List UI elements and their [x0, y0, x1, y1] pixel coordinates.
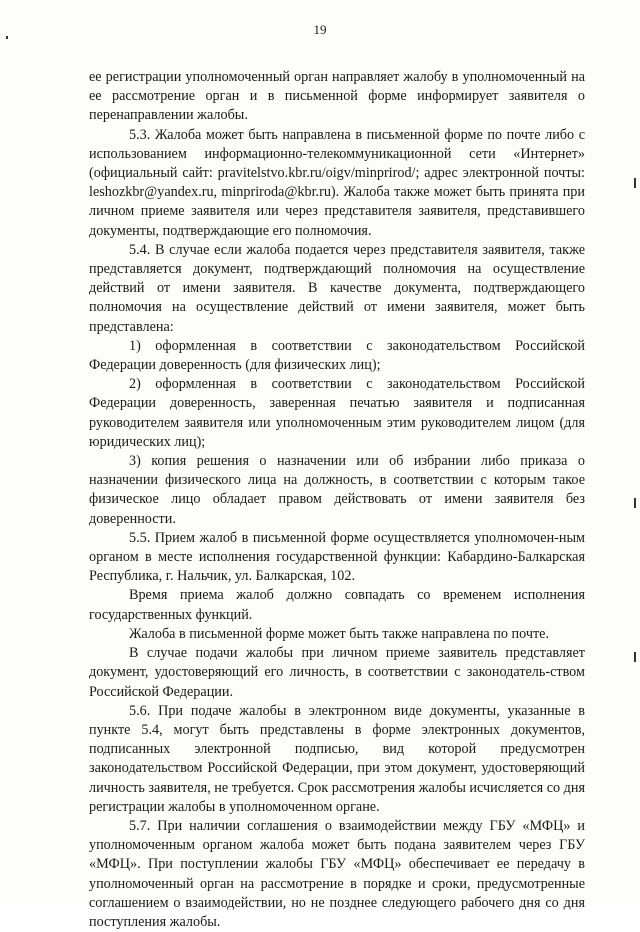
paragraph-5-6: 5.6. При подаче жалобы в электронном виде документы, указанные в пункте 5.4, могут быть представлены в форме электронных документов, подписанных электронной подписью, вид которой предусмотрен законодательством Российской Федерации, при этом документ, удостоверяющий личность заявителя, не требуется. Срок рассмотрения жалобы исчисляется со дня регистрации жалобы в уполномоченном органе.: [89, 702, 585, 815]
binding-mark: [634, 178, 636, 188]
binding-mark: [634, 652, 636, 662]
page-number: 19: [313, 22, 327, 37]
paragraph-5-5: 5.5. Прием жалоб в письменной форме осуществляется уполномочен-ным органом в месте исполнения государственной функции: Кабардино-Балкарская Республика, г. Нальчик, ул. Балкарская, 102.: [89, 529, 585, 585]
binding-mark: [634, 498, 636, 508]
paragraph-post: Жалоба в письменной форме может быть также направлена по почте.: [129, 625, 550, 642]
paragraph-reception-time: Время приема жалоб должно совпадать со временем исполнения государственных функций.: [89, 587, 585, 623]
paragraph-5-4: 5.4. В случае если жалоба подается через представителя заявителя, также представляется документ, подтверждающий полномочия на осуществление действий от имени заявителя. В качестве документа, подтверждающего полномочия на осуществление действий от имени заявителя, может быть представлена:: [89, 241, 585, 335]
paragraph-continuation: ее регистрации уполномоченный орган направляет жалобу в уполномоченный на ее рассмотрение орган и в письменной форме информирует заявителя о перенаправлении жалобы.: [89, 69, 585, 124]
paragraph-5-7: 5.7. При наличии соглашения о взаимодействии между ГБУ «МФЦ» и уполномоченным органом жалоба может быть подана заявителем через ГБУ «МФЦ». При поступлении жалобы ГБУ «МФЦ» обеспечивает ее передачу в уполномоченный орган на рассмотрение в порядке и сроки, предусмотренные соглашением о взаимодействии, но не позднее следующего рабочего дня со дня поступления жалобы.: [89, 817, 585, 930]
paragraph-5-3: 5.3. Жалоба может быть направлена в письменной форме по почте либо с использованием информационно-телекоммуникационной сети «Интернет» (официальный сайт: pravitelstvo.kbr.ru/oigv/minprirod/; адрес электронной почты: leshozkbr@yandex.ru, minpriroda@kbr.ru). Жалоба также может быть принята при личном приеме заявителя или через представителя заявителя, представившего документы, подтверждающие его полномочия.: [89, 126, 585, 239]
binding-mark: [6, 36, 8, 39]
document-body: [89, 68, 585, 932]
paragraph-5-4-item-2: 2) оформленная в соответствии с законодательством Российской Федерации доверенность, заверенная печатью заявителя и подписанная руководителем заявителя или уполномоченным этим руководителем лицом (для юридических лиц);: [89, 376, 585, 450]
paragraph-5-4-item-1: 1) оформленная в соответствии с законодательством Российской Федерации доверенность (для физических лиц);: [89, 337, 585, 374]
paragraph-5-4-item-3: 3) копия решения о назначении или об избрании либо приказа о назначении физического лица на должность, в соответствии с которым такое физическое лицо обладает правом действовать от имени заявителя без доверенности.: [89, 453, 585, 527]
paragraph-personal-reception: В случае подачи жалобы при личном приеме заявитель представляет документ, удостоверяющий его личность, в соответствии с законодатель-ством Российской Федерации.: [89, 645, 585, 700]
